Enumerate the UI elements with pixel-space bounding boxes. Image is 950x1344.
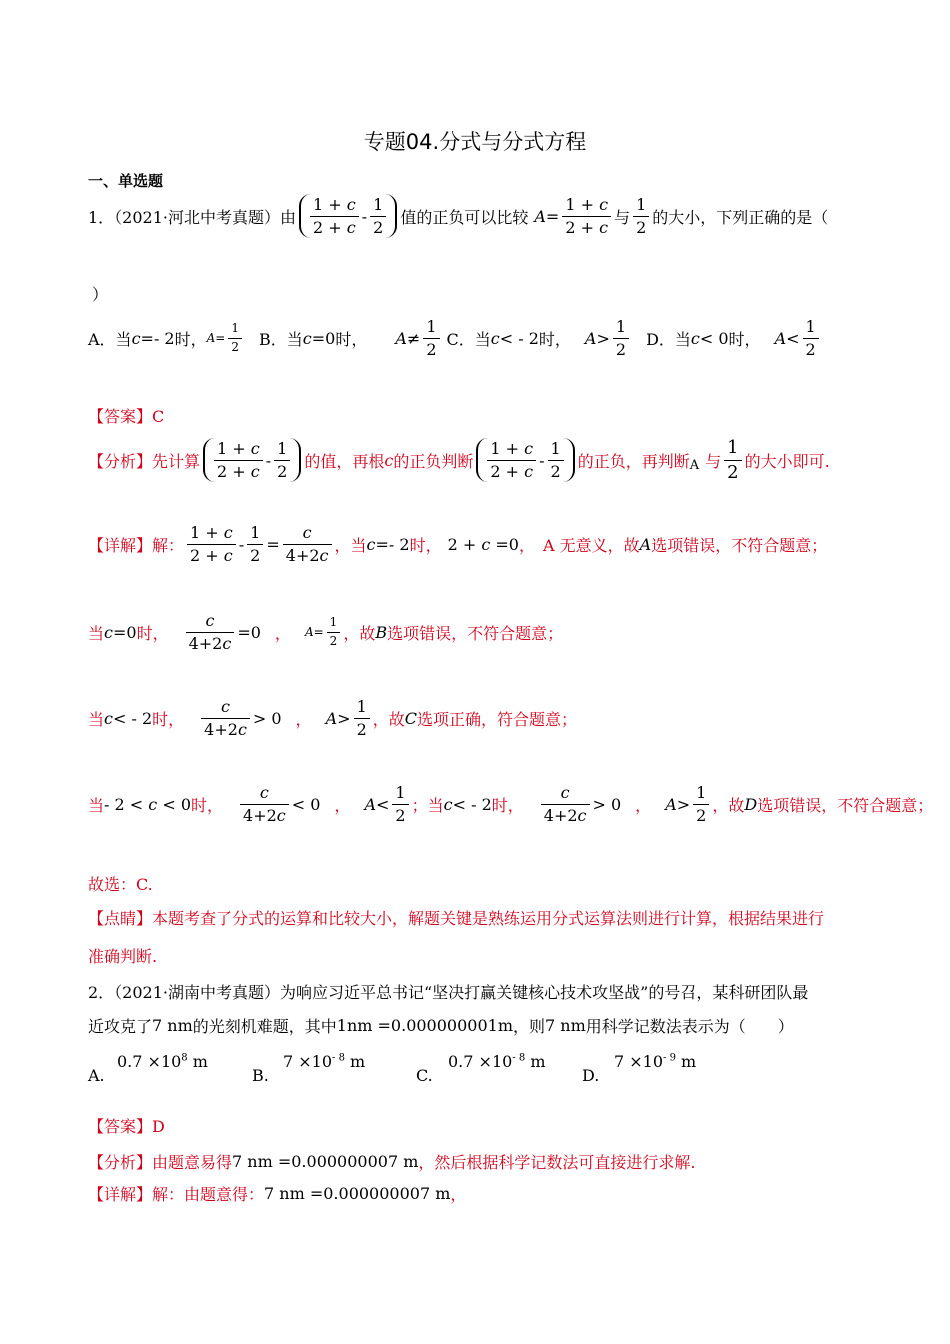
q1-line4-a: 当 [88, 795, 105, 815]
q1-detail-line-4: 当 - 2 < c < 0 时， $\frac{c}{4+2c}$ < 0 ， A < $\frac{1}{2}$ ；当 c < - 2 时， $\frac{c}{4+2c}$ > 0 ， A > $\frac{1}{2}$ ，故 D 选项错误，不符合题意； [88, 783, 934, 825]
q2-answer: 【答案】D [88, 1117, 165, 1136]
q1-line2-b: 时， [136, 623, 169, 643]
q2-line2-f: 7 nm [545, 1016, 586, 1035]
q2-option-c-label: C. [416, 1066, 433, 1085]
q1-analysis-3: 的正负判断 [393, 451, 474, 471]
q1-line4-f: 选项错误，不符合题意； [757, 795, 934, 815]
q1-line3-c: ，故 [372, 709, 405, 729]
q2-detail-1: 【详解】解：由题意得： [88, 1185, 265, 1204]
q2-stem-line-1: 2．（2021·湖南中考真题）为响应习近平总书记“坚决打赢关键核心技术攻坚战”的号召，某科研团队最 [88, 983, 809, 1002]
q2-analysis-2: 7 nm =0.000000007 m [232, 1152, 419, 1171]
q2-line2-c: 的光刻机难题，其中 [192, 1017, 337, 1036]
q1-line3-d: 选项正确，符合题意； [417, 709, 578, 729]
q2-option-b-label: B. [252, 1066, 269, 1085]
q1-comment-1: 【点睛】本题考查了分式的运算和比较大小，解题关键是熟练运用分式运算法则进行计算，根据结果进行 [88, 909, 825, 928]
q1-analysis-label: 【分析】 [88, 451, 153, 471]
q1-answer: 【答案】C [88, 407, 165, 426]
q1-detail-4: A 无意义，故 [543, 535, 640, 555]
q1-choose: 故选：C. [88, 875, 153, 894]
q1-option-a-cond: =- 2 [140, 328, 175, 348]
q1-option-c-cond: < - 2 [499, 328, 539, 348]
q1-when-a: 时， [174, 329, 207, 349]
q1-option-b-label: B．当 [259, 329, 303, 349]
q1-mid2: 与 [614, 207, 631, 227]
q2-option-a-label: A. [88, 1066, 105, 1085]
q1-mid1: 值的正负可以比较 [400, 207, 529, 227]
q1-detail-1: 解： [152, 535, 185, 555]
q2-line2-d: 1nm =0.000000001m [336, 1016, 513, 1035]
q2-stem-line-2 [88, 1014, 794, 1037]
q2-option-d-label: D. [582, 1066, 600, 1085]
page-title: 专题04.分式与分式方程 [363, 130, 587, 154]
q1-analysis-1: 先计算 [152, 451, 201, 471]
q1-line4-e: ，故 [712, 795, 745, 815]
q2-line2-a: 近攻克了 [88, 1017, 153, 1036]
q1-expression: $\frac{1 + c}{2 + c}$ - $\frac{1}{2}$ [299, 194, 397, 238]
q1-detail-2: ，当 [334, 535, 367, 555]
q1-options: A．当 c =- 2 时， A = $\frac{1}{2}$ B．当 c =0 时， A ≠ $\frac{1}{2}$ C．当 c < - 2 时， A > $\frac{1}{2}$ D．当 c < 0 时， A < $\frac{1}{2}$ [88, 318, 822, 358]
q2-option-d-value: $7 \times 10^{- 9}$ m [614, 1052, 697, 1071]
q1-detail-label: 【详解】 [88, 535, 153, 555]
q2-analysis-1: 【分析】由题意易得 [88, 1153, 233, 1172]
q1-suffix: 的大小，下列正确的是（ [652, 207, 829, 227]
q1-line3-a: 当 [88, 709, 105, 729]
q1-line3-b: 时， [152, 709, 185, 729]
q1-line2-a: 当 [88, 623, 105, 643]
q1-close-paren: ） [92, 285, 109, 304]
q1-detail-3: 时， [409, 535, 442, 555]
q2-option-a-value: $0.7 \times 10^8$ m [117, 1052, 208, 1071]
q1-analysis: 【分析】 先计算 $\frac{1 + c}{2 + c}$ - $\frac{1}{2}$ 的值，再根 c 的正负判断 $\frac{1 + c}{2 + c}$ - $\frac{1}{2}$ 的正负，再判断 A 与 $\frac{1}{2}$ 的大小即可. [88, 437, 830, 483]
q2-detail [88, 1182, 466, 1205]
q1-analysis-6: 的大小即可. [744, 451, 830, 471]
q1-option-d-label: D．当 [646, 329, 691, 349]
q2-option-b-value: $7 \times 10^{- 8}$ m [283, 1052, 366, 1071]
q1-detail-line-1: 【详解】 解： $\frac{1 + c}{2 + c}$ - $\frac{1}{2}$ = $\frac{c}{4+2c}$ ，当 c =- 2 时， 2 + c =0 ， A 无意义，故 A 选项错误，不符合题意； [88, 523, 828, 565]
q1-option-b-cond: =0 [311, 328, 336, 348]
q1-option-d-cond: < 0 [699, 328, 729, 348]
q1-analysis-4: 的正负，再判断 [577, 451, 690, 471]
q1-line4-d: 时， [491, 795, 524, 815]
q1-prefix: 1．（2021·河北中考真题）由 [88, 207, 296, 227]
q1-line2-c: ，故 [343, 623, 376, 643]
q1-when-b: 时， [335, 329, 368, 349]
q1-analysis-5: 与 [705, 451, 722, 471]
q1-detail-line-3: 当 c < - 2 时， $\frac{c}{4+2c}$ > 0 ， A > $\frac{1}{2}$ ，故 C 选项正确，符合题意； [88, 697, 578, 739]
q2-line2-g: 用科学记数法表示为（ ） [585, 1017, 794, 1036]
q1-option-a-label: A．当 [88, 329, 132, 349]
q2-analysis-3: ，然后根据科学记数法可直接进行求解. [418, 1153, 696, 1172]
q2-detail-3: ， [450, 1185, 467, 1204]
q1-comment-2: 准确判断. [88, 947, 158, 966]
q1-analysis-2: 的值，再根 [304, 451, 385, 471]
q1-detail-line-2: 当 c =0 时， $\frac{c}{4+2c}$ =0 ， A = $\frac{1}{2}$ ，故 B 选项错误，不符合题意； [88, 611, 564, 653]
q2-line2-b: 7 nm [152, 1016, 193, 1035]
q1-line4-c: ；当 [411, 795, 444, 815]
section-heading: 一、单选题 [88, 172, 164, 190]
q1-when-d: 时， [728, 329, 761, 349]
q1-option-c-label: C．当 [446, 329, 491, 349]
q2-detail-2: 7 nm =0.000000007 m [264, 1184, 451, 1203]
q1-stem: 1．（2021·河北中考真题）由 $\frac{1 + c}{2 + c}$ - $\frac{1}{2}$ 值的正负可以比较 A = $\frac{1 + c}{2 + c}$ 与 $\frac{1}{2}$ 的大小，下列正确的是（ [88, 195, 829, 237]
q2-analysis [88, 1150, 695, 1173]
q1-detail-5: 选项错误，不符合题意； [651, 535, 828, 555]
q1-when-c: 时， [538, 329, 571, 349]
q2-option-c-value: $0.7 \times 10^{- 8}$ m [448, 1052, 546, 1071]
q2-line2-e: ，则 [512, 1017, 545, 1036]
q1-line4-b: 时， [191, 795, 224, 815]
q1-line2-d: 选项错误，不符合题意； [387, 623, 564, 643]
